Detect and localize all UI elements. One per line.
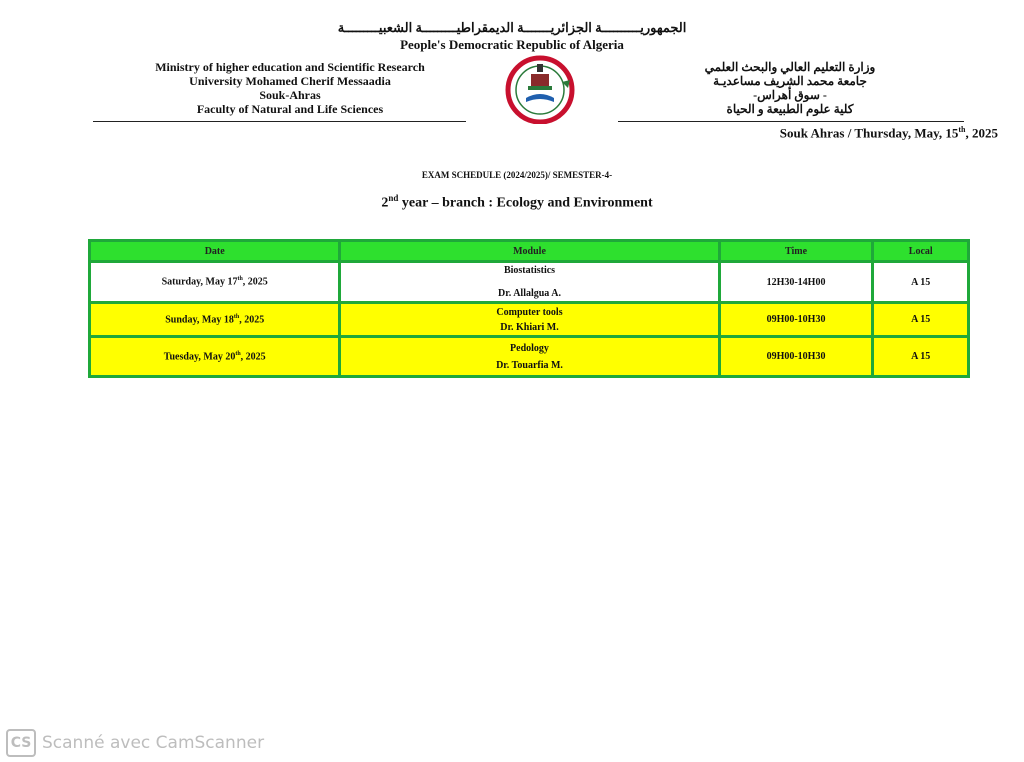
date-ordinal: th [233,313,240,320]
cell-time: 09H00-10H30 [719,337,873,377]
date-text: Tuesday, May 20 [163,351,236,363]
branch-ordinal: nd [388,193,399,203]
date-text: Sunday, May 18 [165,314,234,326]
camscanner-watermark [6,729,264,757]
cell-time: 12H30-14H00 [719,262,873,303]
header-local: Local [873,241,969,262]
document-date [780,125,998,141]
exam-schedule-table [88,239,970,378]
teacher-name: Dr. Khiari M. [500,321,559,333]
cell-date [90,337,340,377]
module-name: Biostatistics [503,265,556,276]
exam-schedule-title: EXAM SCHEDULE (2024/2025)/ SEMESTER-4- [421,170,613,180]
arabic-republic-title: الجمهوريــــــــــة الجزائريـــــــة الديمقراطيـــــــــة الشعبيـــــــــة [337,20,687,35]
faculty-line-ar: كلية علوم الطبيعة و الحياة [726,102,854,116]
header-divider-right [618,121,964,122]
camscanner-logo-icon: CS [6,729,36,757]
date-prefix: Souk Ahras / Thursday, May, 15 [779,125,959,141]
university-line: University Mohamed Cherif Messaadia [189,74,391,88]
header-time: Time [719,241,873,262]
table-header-row [90,241,969,262]
cell-local: A 15 [873,262,969,303]
branch-name: year – branch : Ecology and Environment [398,195,653,211]
cell-local: A 15 [873,303,969,337]
date-text: Saturday, May 17 [161,276,238,288]
university-logo-icon [504,52,576,124]
branch-title [0,193,1024,212]
cell-module [340,262,719,303]
module-name: Pedology [510,342,549,354]
country-title: People's Democratic Republic of Algeria [400,37,624,52]
cell-date [90,303,340,337]
faculty-line: Faculty of Natural and Life Sciences [196,102,384,116]
date-suffix: , 2025 [965,125,998,141]
header-module: Module [340,241,719,262]
cell-module [340,303,719,337]
table-row [90,262,969,303]
institution-block-ar [640,60,940,116]
date-year: , 2025 [239,314,265,326]
city-line-ar: - سوق أهراس- [753,88,827,102]
cell-date [90,262,340,303]
cell-time: 09H00-10H30 [719,303,873,337]
university-line-ar: جامعة محمد الشريف مساعديـة [713,74,867,88]
header-divider-left [93,121,466,122]
header-date: Date [90,241,340,262]
cell-local: A 15 [873,337,969,377]
date-year: , 2025 [242,276,268,288]
watermark-text: Scanné avec CamScanner [42,733,265,753]
ministry-line: Ministry of higher education and Scientific Research [155,60,425,74]
teacher-name: Dr. Allalgua A. [498,288,561,299]
date-ordinal: th [235,350,241,357]
table-row [90,337,969,377]
module-name: Computer tools [496,306,563,318]
teacher-name: Dr. Touarfia M. [496,359,563,371]
ministry-line-ar: وزارة التعليم العالي والبحث العلمي [704,60,876,74]
city-line: Souk-Ahras [259,88,321,102]
date-ordinal: th [237,276,243,283]
date-year: , 2025 [240,351,266,363]
table-row [90,303,969,337]
branch-year: 2 [381,195,389,211]
institution-block-en [130,60,450,116]
date-ordinal: th [958,125,966,134]
cell-module [340,337,719,377]
